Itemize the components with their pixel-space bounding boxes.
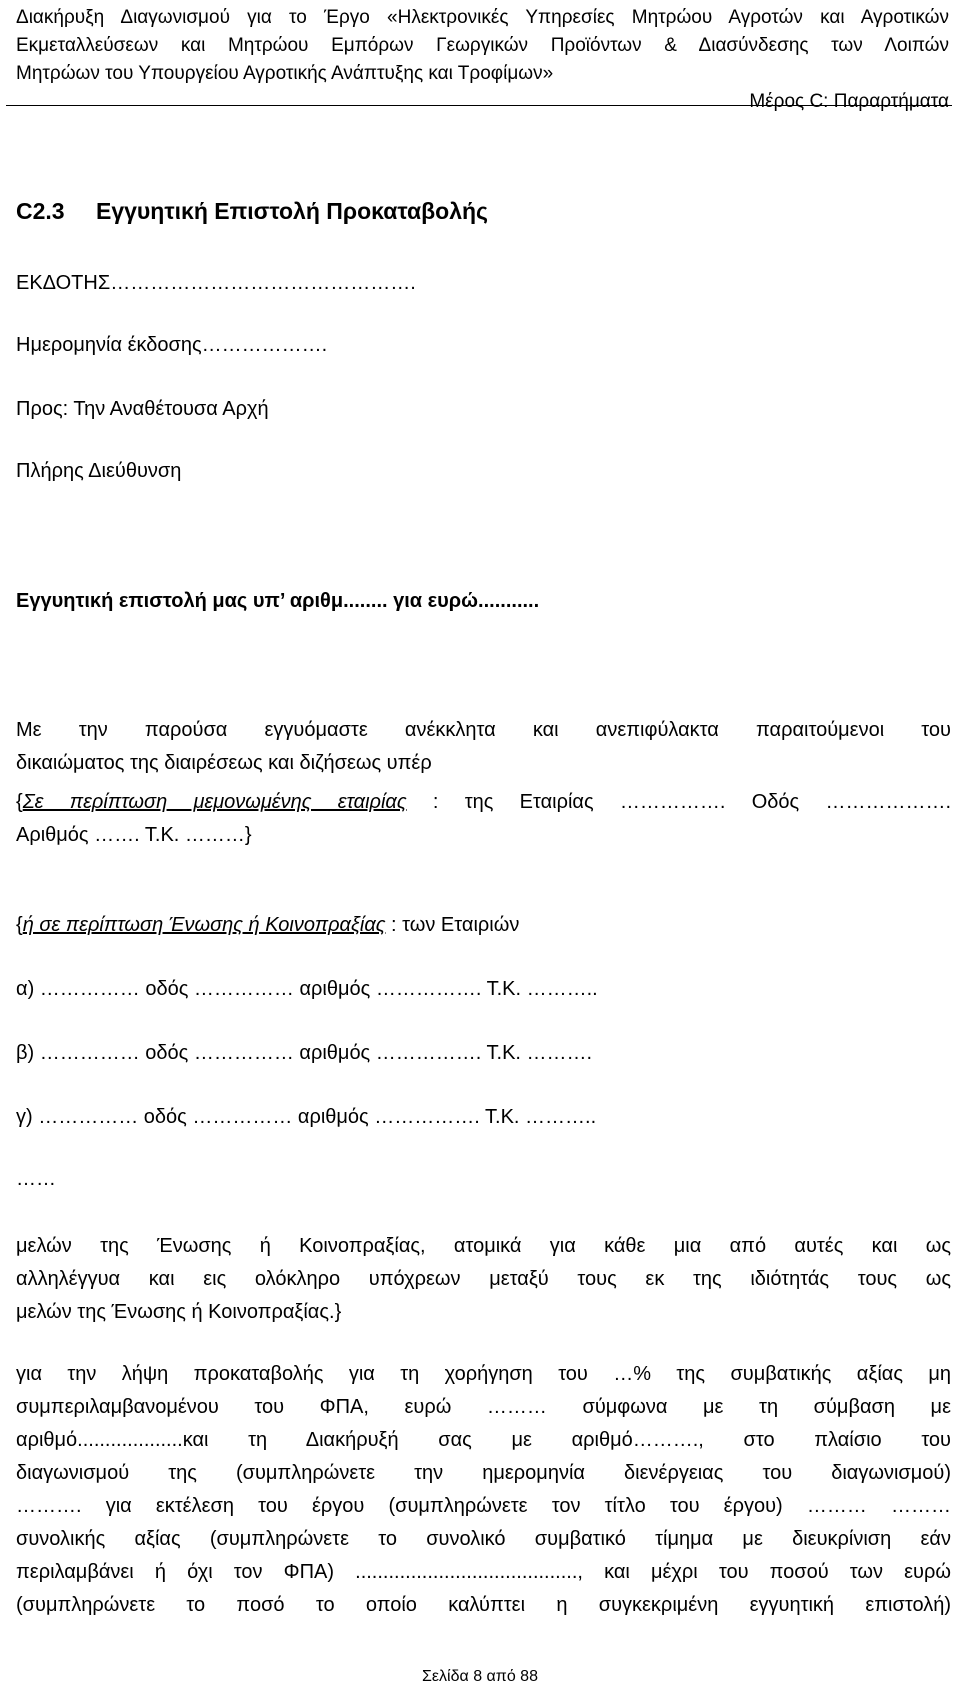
section-heading [16, 198, 488, 225]
brace-open: { [16, 914, 23, 936]
final-line-3: αριθμό...................και τη Διακήρυξή σας με αριθμό………., στο πλαίσιο του [16, 1429, 951, 1451]
page-header [16, 4, 949, 116]
members-line-3: μελών της Ένωσης ή Κοινοπραξίας.} [16, 1301, 342, 1323]
header-line-3: Μητρώων του Υπουργείου Αγροτικής Ανάπτυξης και Τροφίμων» [16, 63, 554, 84]
member-line-a: α) …………… οδός …………… αριθμός ……………. Τ.Κ. ……….. [16, 978, 598, 1000]
intro-line-2: δικαιώματος της διαιρέσεως και διζήσεως υπέρ [16, 752, 432, 774]
header-line-1: Διακήρυξη Διαγωνισμού για το Έργο «Ηλεκτρονικές Υπηρεσίες Μητρώου Αγροτών και Αγροτικών [16, 7, 949, 28]
header-divider [6, 105, 952, 106]
advance-payment-paragraph [16, 1358, 951, 1622]
brace-open: { [16, 791, 23, 813]
section-title: Εγγυητική Επιστολή Προκαταβολής [96, 198, 488, 224]
members-line-2: αλληλέγγυα και εις ολόκληρο υπόχρεων μεταξύ τους εκ της ιδιότητάς τους ως [16, 1268, 951, 1290]
intro-paragraph [16, 714, 951, 780]
final-line-5: ………. για εκτέλεση του έργου (συμπληρώνετε τον τίτλο του έργου) ……… ……… [16, 1495, 951, 1517]
header-part-label: Μέρος C: Παραρτήματα [749, 91, 949, 112]
page-number-footer: Σελίδα 8 από 88 [422, 1668, 538, 1685]
final-line-7: περιλαμβάνει ή όχι τον ΦΠΑ) ........................................, και μέχρι του ποσού των ευρώ [16, 1561, 951, 1583]
guarantee-number-line: Εγγυητική επιστολή μας υπ’ αριθμ........ για ευρώ........... [16, 590, 540, 612]
single-company-label: Σε περίπτωση μεμονωμένης εταιρίας [22, 791, 407, 813]
single-company-rest: : της Εταιρίας ……………. Οδός ………………. [406, 791, 952, 813]
member-line-b: β) …………… οδός …………… αριθμός ……………. Τ.Κ. ………. [16, 1042, 593, 1064]
joint-venture-label: ή σε περίπτωση Ένωσης ή Κοινοπραξίας [22, 914, 386, 936]
single-company-line-1 [16, 786, 951, 819]
members-paragraph [16, 1230, 951, 1329]
final-line-4: διαγωνισμού της (συμπληρώνετε την ημερομηνία διενέργειας του διαγωνισμού) [16, 1462, 951, 1484]
ellipsis-line: …… [16, 1168, 56, 1190]
address-field: Πλήρης Διεύθυνση [16, 460, 182, 482]
single-company-line-2: Αριθμός ……. Τ.Κ. ………} [16, 824, 252, 846]
joint-venture-clause [16, 914, 519, 937]
issue-date-field: Ημερομηνία έκδοσης………………. [16, 334, 328, 356]
issuer-field: ΕΚΔΟΤΗΣ………………………………………. [16, 272, 416, 294]
final-line-8: (συμπληρώνετε το ποσό το οποίο καλύπτει η συγκεκριμένη εγγυητική επιστολή) [16, 1594, 951, 1616]
header-line-2: Εκμεταλλεύσεων και Μητρώου Εμπόρων Γεωργικών Προϊόντων & Διασύνδεσης των Λοιπών [16, 35, 949, 56]
members-line-1: μελών της Ένωσης ή Κοινοπραξίας, ατομικά για κάθε μια από αυτές και ως [16, 1235, 951, 1257]
final-line-1: για την λήψη προκαταβολής για τη χορήγηση του …% της συμβατικής αξίας μη [16, 1363, 951, 1385]
section-number: C2.3 [16, 198, 65, 224]
member-line-c: γ) …………… οδός …………… αριθμός ……………. Τ.Κ. ……….. [16, 1106, 597, 1128]
joint-venture-rest: : των Εταιριών [385, 914, 520, 936]
final-line-6: συνολικής αξίας (συμπληρώνετε το συνολικό συμβατικό τίμημα με διευκρίνιση εάν [16, 1528, 951, 1550]
intro-line-1: Με την παρούσα εγγυόμαστε ανέκκλητα και ανεπιφύλακτα παραιτούμενοι του [16, 719, 951, 741]
final-line-2: συμπεριλαμβανομένου του ΦΠΑ, ευρώ ……… σύμφωνα με τη σύμβαση με [16, 1396, 951, 1418]
single-company-clause [16, 786, 951, 852]
recipient-field: Προς: Την Αναθέτουσα Αρχή [16, 398, 269, 420]
